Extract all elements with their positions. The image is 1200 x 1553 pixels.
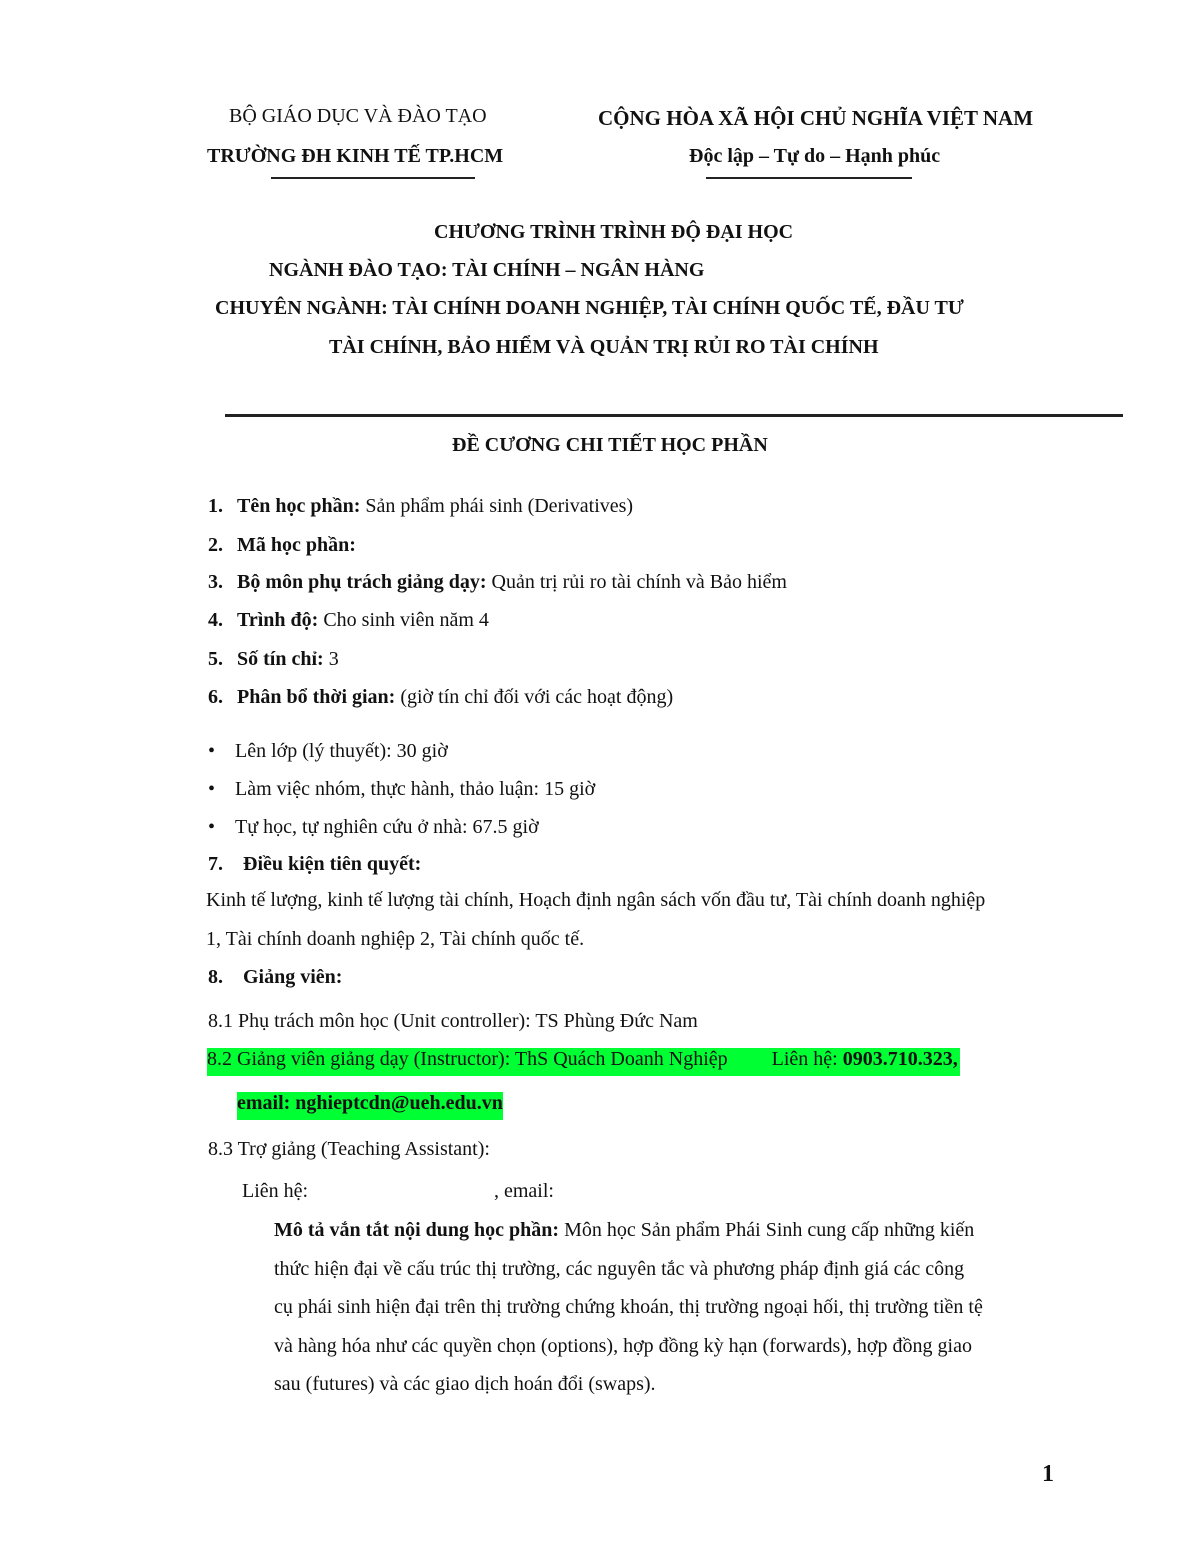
description-line-2: thức hiện đại về cấu trúc thị trường, các nguyên tắc và phương pháp định giá các công xyxy=(274,1258,965,1280)
item-credits xyxy=(208,648,339,671)
specialization-line-2: TÀI CHÍNH, BẢO HIỂM VÀ QUẢN TRỊ RỦI RO TÀI CHÍNH xyxy=(329,336,879,358)
instructor-name: 8.2 Giảng viên giảng dạy (Instructor): ThS Quách Doanh Nghiệp xyxy=(207,1048,728,1070)
unit-controller: 8.1 Phụ trách môn học (Unit controller): TS Phùng Đức Nam xyxy=(208,1010,698,1032)
item-value: Sản phẩm phái sinh (Derivatives) xyxy=(360,495,634,517)
prereq-text-line-1: Kinh tế lượng, kinh tế lượng tài chính, Hoạch định ngân sách vốn đầu tư, Tài chính doanh nghiệp xyxy=(206,889,986,911)
instructor-line xyxy=(207,1048,960,1076)
description-label: Mô tả vắn tắt nội dung học phần: xyxy=(274,1219,560,1241)
description-line-3: cụ phái sinh hiện đại trên thị trường chứng khoán, thị trường ngoại hối, thị trường tiền tệ xyxy=(274,1296,983,1318)
ta-email-label: , email: xyxy=(494,1180,554,1202)
item-label: Phân bổ thời gian: xyxy=(237,686,396,708)
motto-underline xyxy=(706,177,912,179)
item-label: Tên học phần: xyxy=(237,495,361,517)
item-number: 8. xyxy=(208,966,223,988)
item-number: 7. xyxy=(208,853,223,875)
description-text: Môn học Sản phẩm Phái Sinh cung cấp những kiến xyxy=(559,1219,975,1241)
item-value: Quản trị rủi ro tài chính và Bảo hiểm xyxy=(486,571,787,593)
item-time-allocation xyxy=(208,686,673,709)
bullet-icon: • xyxy=(208,778,216,800)
item-label: Điều kiện tiên quyết: xyxy=(243,853,422,875)
prereq-text-line-2: 1, Tài chính doanh nghiệp 2, Tài chính quốc tế. xyxy=(206,928,585,950)
item-number: 6. xyxy=(208,686,223,708)
bullet-text: Tự học, tự nghiên cứu ở nhà: 67.5 giờ xyxy=(235,816,539,838)
bullet-icon: • xyxy=(208,816,216,838)
item-value: Cho sinh viên năm 4 xyxy=(318,609,489,631)
list-item xyxy=(208,778,595,801)
item-level xyxy=(208,609,489,632)
instructor-email[interactable]: email: nghieptcdn@ueh.edu.vn xyxy=(237,1092,503,1120)
item-number: 1. xyxy=(208,495,223,517)
program-level: CHƯƠNG TRÌNH TRÌNH ĐỘ ĐẠI HỌC xyxy=(434,221,794,243)
item-course-name xyxy=(208,495,633,518)
university-name: TRƯỜNG ĐH KINH TẾ TP.HCM xyxy=(207,145,504,167)
republic-title: CỘNG HÒA XÃ HỘI CHỦ NGHĨA VIỆT NAM xyxy=(598,106,1034,130)
list-item xyxy=(208,740,448,763)
list-item xyxy=(208,816,539,839)
national-motto: Độc lập – Tự do – Hạnh phúc xyxy=(689,145,941,167)
item-number: 3. xyxy=(208,571,223,593)
document-title: ĐỀ CƯƠNG CHI TIẾT HỌC PHẦN xyxy=(452,434,768,456)
description-line-4: và hàng hóa như các quyền chọn (options), hợp đồng kỳ hạn (forwards), hợp đồng giao xyxy=(274,1335,972,1357)
section-divider xyxy=(225,414,1123,417)
item-number: 2. xyxy=(208,534,223,556)
item-course-code xyxy=(208,534,356,557)
bullet-text: Lên lớp (lý thuyết): 30 giờ xyxy=(235,740,448,762)
teaching-assistant: 8.3 Trợ giảng (Teaching Assistant): xyxy=(208,1138,490,1160)
item-value: 3 xyxy=(323,648,339,670)
instructor-phone: 0903.710.323, xyxy=(842,1048,958,1070)
training-major: NGÀNH ĐÀO TẠO: TÀI CHÍNH – NGÂN HÀNG xyxy=(269,259,705,281)
bullet-icon: • xyxy=(208,740,216,762)
prereq-heading xyxy=(208,853,421,876)
university-underline xyxy=(271,177,475,179)
item-label: Mã học phần: xyxy=(237,534,356,556)
description-line-5: sau (futures) và các giao dịch hoán đổi (swaps). xyxy=(274,1373,656,1395)
contact-label: Liên hệ: xyxy=(771,1048,843,1070)
item-value: (giờ tín chỉ đối với các hoạt động) xyxy=(395,686,674,708)
page-number: 1 xyxy=(1042,1461,1054,1487)
item-number: 5. xyxy=(208,648,223,670)
specialization-line-1: CHUYÊN NGÀNH: TÀI CHÍNH DOANH NGHIỆP, TÀI CHÍNH QUỐC TẾ, ĐẦU TƯ xyxy=(215,297,964,319)
bullet-text: Làm việc nhóm, thực hành, thảo luận: 15 giờ xyxy=(235,778,596,800)
ministry-name: BỘ GIÁO DỤC VÀ ĐÀO TẠO xyxy=(229,105,487,127)
item-label: Bộ môn phụ trách giảng dạy: xyxy=(237,571,487,593)
item-label: Giảng viên: xyxy=(243,966,343,988)
item-department xyxy=(208,571,787,594)
item-number: 4. xyxy=(208,609,223,631)
description-line-1 xyxy=(274,1219,974,1242)
lecturer-heading xyxy=(208,966,342,989)
item-label: Trình độ: xyxy=(237,609,319,631)
item-label: Số tín chỉ: xyxy=(237,648,324,670)
ta-contact-label: Liên hệ: xyxy=(242,1180,309,1202)
